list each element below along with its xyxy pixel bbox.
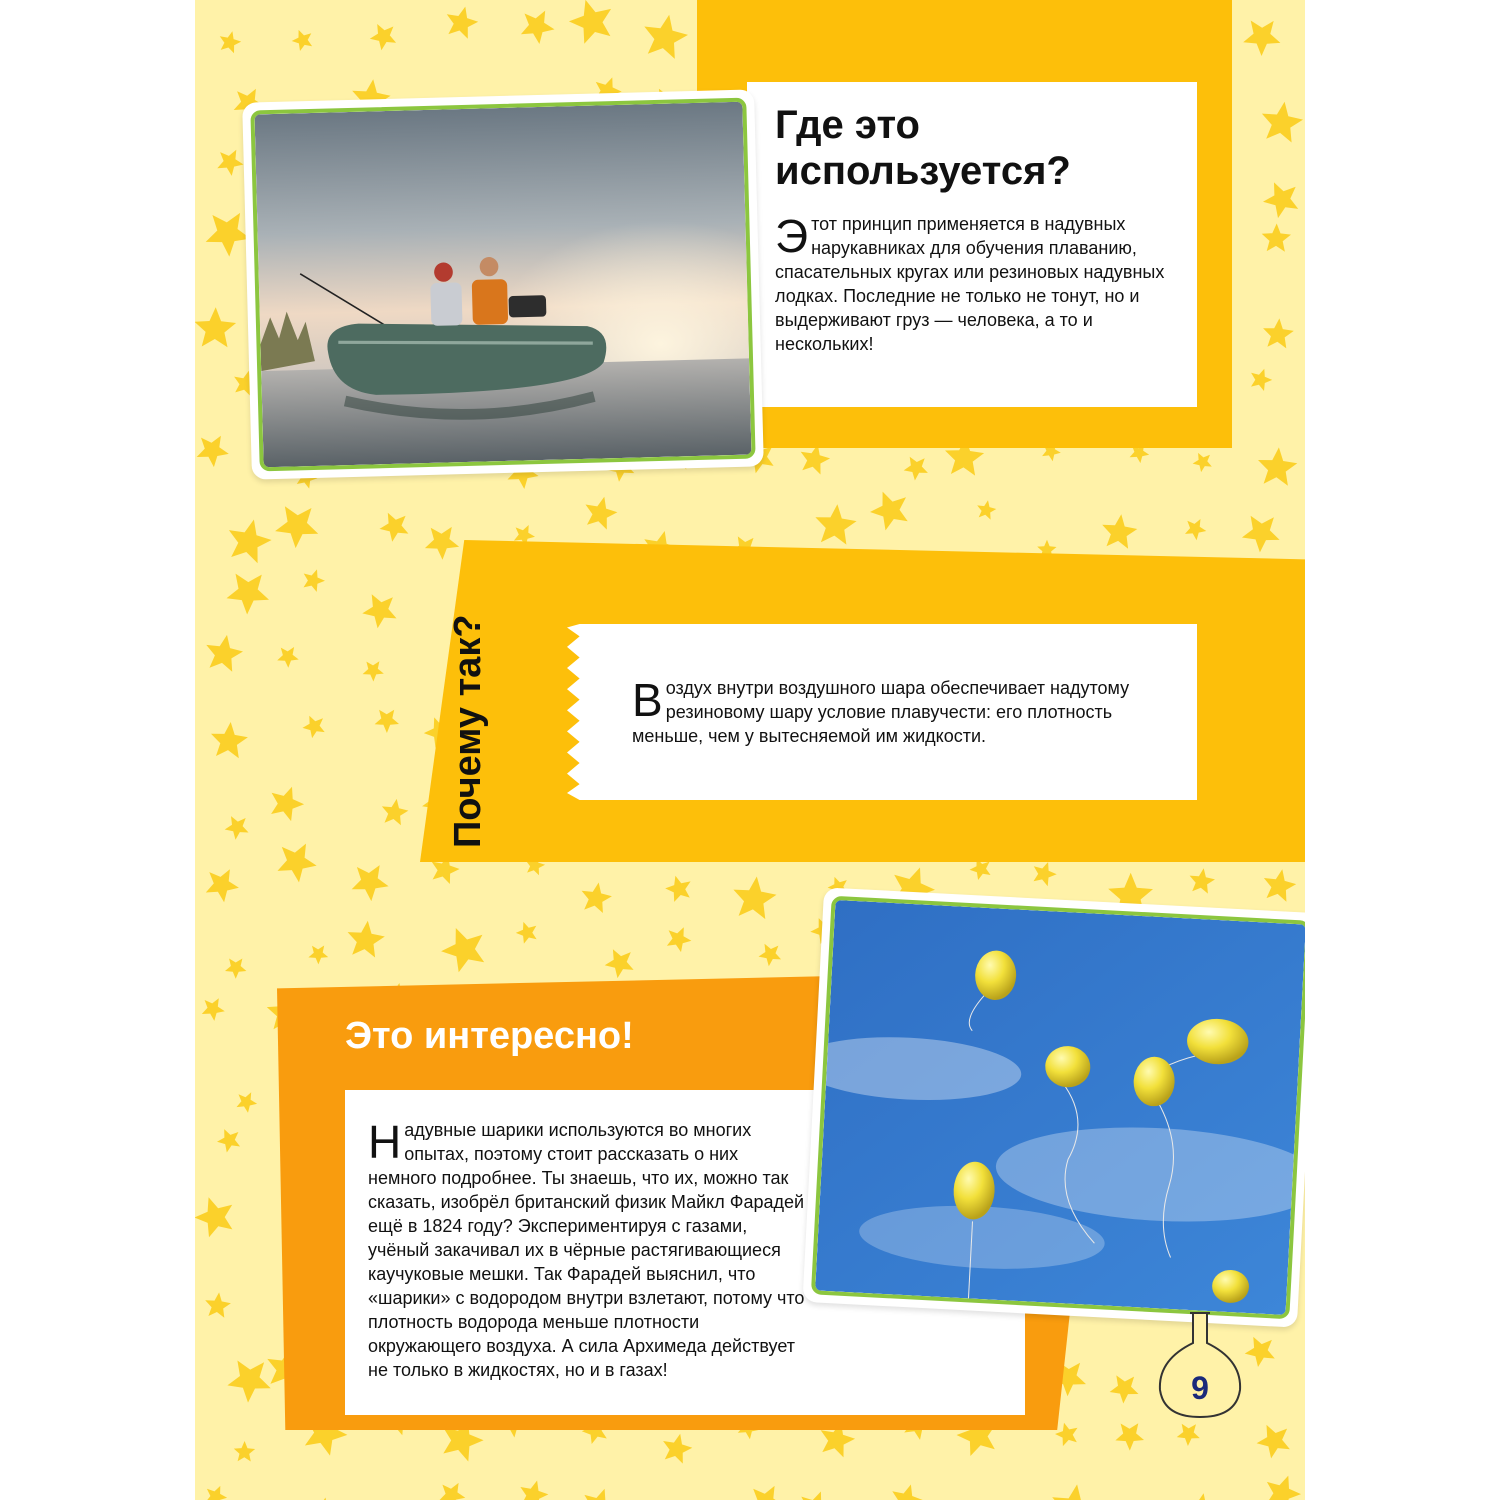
star-icon	[521, 11, 555, 44]
star-icon	[382, 799, 409, 825]
where-used-text	[775, 212, 1175, 356]
star-icon	[375, 710, 399, 733]
paragraph-body: оздух внутри воздушного шара обеспечивает надутому резиновому шару условие плавучести: его плотность меньше, чем у вытесняемой им жидкости.	[632, 678, 1130, 746]
star-icon	[225, 816, 249, 840]
star-icon	[516, 922, 537, 944]
star-icon	[441, 928, 484, 972]
star-icon	[644, 15, 688, 59]
star-icon	[197, 436, 229, 467]
star-icon	[977, 500, 996, 519]
star-icon	[892, 1485, 923, 1500]
star-icon	[229, 520, 272, 564]
interesting-title: Это интересно!	[345, 1015, 634, 1057]
star-icon	[447, 7, 478, 39]
star-icon	[1184, 1493, 1218, 1500]
star-icon	[1193, 453, 1212, 472]
star-icon	[304, 569, 326, 592]
star-icon	[801, 444, 830, 474]
star-icon	[1115, 1423, 1144, 1450]
interesting-text	[368, 1118, 808, 1382]
why-title: Почему так?	[447, 614, 489, 848]
star-icon	[227, 1361, 270, 1403]
star-icon	[1258, 447, 1297, 485]
star-icon	[569, 0, 611, 44]
boat-photo-illustration	[254, 102, 751, 468]
star-icon	[800, 1492, 832, 1500]
star-icon	[205, 1292, 231, 1317]
star-icon	[271, 787, 304, 821]
yellow-balloons-photo	[811, 896, 1305, 1320]
star-icon	[206, 869, 239, 902]
inflatable-boat-photo	[250, 98, 755, 472]
star-icon	[234, 1441, 255, 1462]
dropcap: Э	[775, 210, 809, 262]
star-icon	[667, 927, 692, 952]
star-icon	[733, 877, 776, 920]
star-icon	[1262, 224, 1291, 252]
star-icon	[425, 527, 459, 560]
star-icon	[586, 497, 618, 530]
star-icon	[1055, 1423, 1078, 1446]
balloons-photo-frame	[802, 887, 1305, 1327]
star-icon	[1263, 182, 1298, 218]
star-icon	[605, 949, 634, 978]
book-page	[195, 0, 1305, 1500]
star-icon	[292, 30, 312, 51]
star-icon	[217, 1129, 240, 1152]
star-icon	[220, 31, 241, 53]
star-icon	[348, 921, 385, 958]
star-icon	[211, 722, 248, 758]
star-icon	[195, 307, 236, 347]
star-icon	[227, 574, 270, 615]
star-icon	[1177, 1424, 1200, 1446]
page-number: 9	[1191, 1370, 1209, 1406]
star-icon	[1266, 1476, 1301, 1500]
star-icon	[362, 594, 396, 628]
star-icon	[815, 504, 856, 544]
star-icon	[1190, 868, 1215, 893]
star-icon	[380, 513, 409, 542]
why-text	[632, 676, 1172, 748]
boat-photo-frame	[242, 89, 764, 479]
star-icon	[1242, 516, 1280, 553]
star-icon	[439, 1483, 465, 1500]
where-used-title: Где это используется?	[775, 103, 1071, 193]
star-icon	[1102, 514, 1137, 549]
star-icon	[370, 24, 396, 50]
star-icon	[195, 1197, 232, 1237]
star-icon	[363, 661, 384, 681]
star-icon	[1185, 519, 1206, 540]
star-icon	[1251, 369, 1272, 391]
star-icon	[520, 1481, 548, 1500]
star-icon	[870, 492, 908, 531]
star-icon	[749, 1486, 784, 1500]
star-icon	[584, 1489, 617, 1500]
star-icon	[237, 1092, 258, 1113]
star-icon	[1257, 1425, 1290, 1459]
dropcap: Н	[368, 1116, 402, 1168]
star-icon	[352, 865, 389, 901]
star-icon	[206, 635, 243, 672]
star-icon	[904, 457, 928, 481]
star-icon	[1034, 862, 1057, 886]
star-icon	[1110, 1375, 1139, 1403]
star-icon	[663, 1434, 692, 1464]
star-icon	[1243, 21, 1280, 57]
star-icon	[206, 1486, 228, 1500]
star-icon	[206, 213, 251, 257]
star-icon	[202, 998, 225, 1021]
star-icon	[759, 944, 782, 966]
star-icon	[277, 647, 299, 668]
paragraph-body: адувные шарики используются во многих опытах, поэтому стоит рассказать о них немного подробнее. Ты знаешь, что их, можно так сказать, изобрёл британский физик Майкл Фарадей ещё в 1824 году? Экспериментируя с газами, учёный закачивал их в чёрные растягивающиеся каучуковые мешки. Так Фарадей выяснил, что «шарики» с водородом внутри взлетают, потому что плотность водорода меньше плотности окружающего воздуха. А сила Архимеда действует не только в жидкостях, но и в газах!	[368, 1120, 805, 1380]
star-icon	[1052, 1484, 1097, 1500]
star-icon	[225, 959, 246, 979]
star-icon	[1262, 102, 1303, 143]
star-icon	[308, 946, 328, 965]
star-icon	[217, 150, 243, 176]
paragraph-body: тот принцип применяется в надувных нарукавниках для обучения плаванию, спасательных кругах или резиновых надувных лодках. Последние не только не тонут, но и выдерживают груз — человека, а то и нескольких!	[775, 214, 1165, 354]
star-icon	[665, 876, 690, 902]
star-icon	[1264, 869, 1296, 902]
star-icon	[582, 883, 612, 914]
star-icon	[1263, 318, 1294, 348]
star-icon	[303, 716, 325, 738]
balloons-photo-illustration	[815, 900, 1305, 1315]
star-icon	[275, 506, 318, 548]
dropcap: В	[632, 674, 663, 726]
star-icon	[278, 844, 317, 883]
